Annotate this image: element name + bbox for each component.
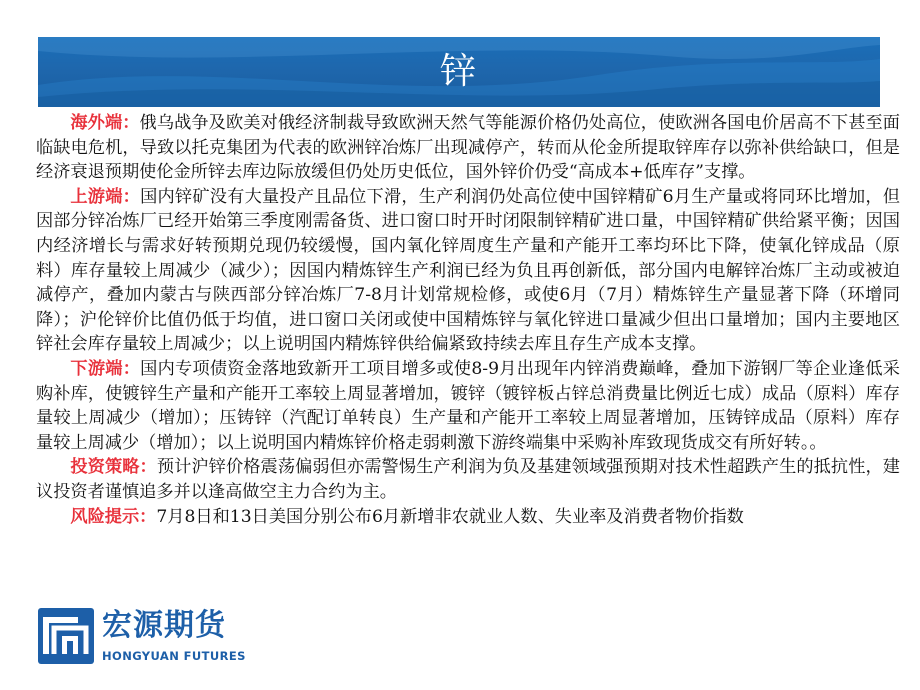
- downstream-label: 下游端: [70, 358, 123, 379]
- upstream-paragraph: [36, 185, 900, 357]
- overseas-text: 俄乌战争及欧美对俄经济制裁导致欧洲天然气等能源价格仍处高位，使欧洲各国电价居高不下甚至面临缺电危机，导致以托克集团为代表的欧洲锌冶炼厂出现减停产，转而从伦金所提取锌库存以弥补供给缺口，但是经济衰退预期使伦金所锌去库边际放缓但仍处历史低位，国外锌价仍受“高成本+低库存”支撑。: [36, 113, 900, 183]
- risk-label: 风险提示: [70, 506, 140, 527]
- overseas-paragraph: [36, 111, 900, 185]
- upstream-label: 上游端: [70, 186, 123, 207]
- page-title: 锌: [439, 51, 478, 92]
- logo-chinese-name: 宏源期货: [102, 608, 226, 643]
- downstream-label-sep: ：: [122, 358, 141, 379]
- company-logo: [38, 606, 278, 668]
- strategy-label: 投资策略: [70, 457, 140, 478]
- downstream-paragraph: [36, 357, 900, 455]
- upstream-text: 国内锌矿没有大量投产且品位下滑，生产利润仍处高位使中国锌精矿6月生产量或将同环比增加，但因部分锌冶炼厂已经开始第三季度刚需备货、进口窗口时开时闭限制锌精矿进口量，中国锌精矿供给紧平衡；因国内经济增长与需求好转预期兑现仍较缓慢，国内氧化锌周度生产量和产能开工率均环比下降，使氧化锌成品（原料）库存量较上周减少（减少）；因国内精炼锌生产利润已经为负且再创新低，部分国内电解锌冶炼厂主动或被迫减停产，叠加内蒙古与陕西部分锌冶炼厂7-8月计划常规检修，或使6月（7月）精炼锌生产量显著下降（环增同降）；沪伦锌价比值仍低于均值，进口窗口关闭或使中国精炼锌与氧化锌进口量减少但出口量增加；国内主要地区锌社会库存量较上周减少；以上说明国内精炼锌供给偏紧致持续去库且存生产成本支撑。: [36, 186, 900, 355]
- title-banner: [38, 37, 880, 107]
- hongyuan-logo-mark-icon: [38, 608, 94, 664]
- downstream-text: 国内专项债资金落地致新开工项目增多或使8-9月出现年内锌消费巅峰，叠加下游钢厂等企业逢低采购补库，使镀锌生产量和产能开工率较上周显著增加，镀锌（镀锌板占锌总消费量比例近七成）成品（原料）库存量较上周减少（增加）；压铸锌（汽配订单转良）生产量和产能开工率较上周显著增加，压铸锌成品（原料）库存量较上周减少（增加）；以上说明国内精炼锌价格走弱刺激下游终端集中采购补库致现货成交有所好转。。: [36, 358, 900, 453]
- risk-text: 7月8日和13日美国分别公布6月新增非农就业人数、失业率及消费者物价指数: [156, 506, 744, 527]
- strategy-paragraph: [36, 455, 900, 504]
- overseas-label: 海外端: [70, 113, 123, 133]
- risk-label-sep: ：: [139, 506, 157, 527]
- report-body: [36, 111, 900, 529]
- logo-english-name: HONGYUAN FUTURES: [102, 649, 246, 663]
- risk-paragraph: [36, 505, 900, 530]
- strategy-text: 预计沪锌价格震荡偏弱但亦需警惕生产利润为负及基建领域强预期对技术性超跌产生的抵抗性，建议投资者谨慎追多并以逢高做空主力合约为主。: [36, 457, 900, 502]
- overseas-label-sep: ：: [122, 113, 140, 133]
- strategy-label-sep: ：: [139, 457, 157, 478]
- upstream-label-sep: ：: [122, 186, 141, 207]
